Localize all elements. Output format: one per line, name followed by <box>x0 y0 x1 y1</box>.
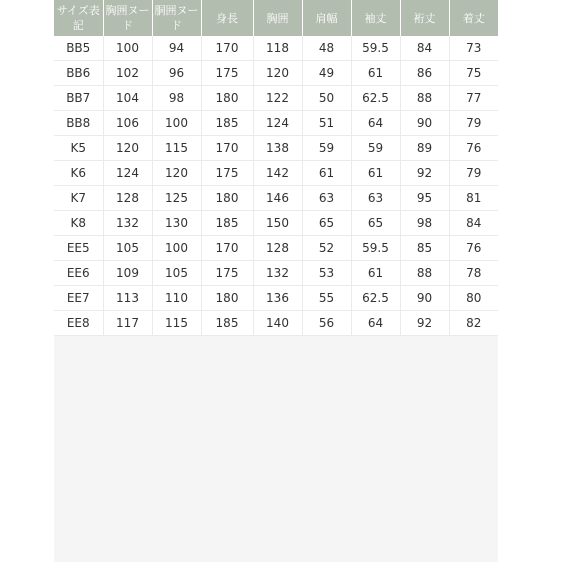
cell-shoulder: 50 <box>302 86 351 111</box>
cell-chest: 122 <box>253 86 302 111</box>
cell-length: 78 <box>449 261 498 286</box>
cell-chest: 118 <box>253 36 302 61</box>
header-length: 着丈 <box>449 0 498 36</box>
table-row <box>54 61 498 86</box>
cell-sleeve: 64 <box>351 111 400 136</box>
cell-chest: 142 <box>253 161 302 186</box>
cell-yuki: 92 <box>400 161 449 186</box>
cell-height: 175 <box>201 161 253 186</box>
cell-size: EE8 <box>54 311 103 336</box>
cell-size: EE5 <box>54 236 103 261</box>
cell-shoulder: 51 <box>302 111 351 136</box>
size-chart-table <box>54 0 498 336</box>
cell-chest: 138 <box>253 136 302 161</box>
cell-height: 185 <box>201 211 253 236</box>
header-chest-nude: 胸囲ヌード <box>103 0 152 36</box>
cell-chest-nude: 100 <box>103 36 152 61</box>
cell-sleeve: 59.5 <box>351 236 400 261</box>
cell-length: 81 <box>449 186 498 211</box>
table-row <box>54 136 498 161</box>
table-row <box>54 286 498 311</box>
cell-length: 80 <box>449 286 498 311</box>
cell-chest: 146 <box>253 186 302 211</box>
cell-chest: 132 <box>253 261 302 286</box>
cell-yuki: 90 <box>400 286 449 311</box>
cell-chest: 124 <box>253 111 302 136</box>
header-row <box>54 0 498 36</box>
cell-size: EE6 <box>54 261 103 286</box>
cell-size: BB5 <box>54 36 103 61</box>
cell-length: 75 <box>449 61 498 86</box>
cell-size: K5 <box>54 136 103 161</box>
cell-chest-nude: 117 <box>103 311 152 336</box>
cell-height: 170 <box>201 136 253 161</box>
cell-length: 84 <box>449 211 498 236</box>
cell-waist-nude: 115 <box>152 136 201 161</box>
cell-shoulder: 59 <box>302 136 351 161</box>
header-size-label: サイズ表記 <box>54 0 103 36</box>
cell-waist-nude: 120 <box>152 161 201 186</box>
cell-shoulder: 56 <box>302 311 351 336</box>
cell-size: BB7 <box>54 86 103 111</box>
cell-chest-nude: 109 <box>103 261 152 286</box>
cell-chest: 128 <box>253 236 302 261</box>
cell-yuki: 89 <box>400 136 449 161</box>
cell-yuki: 88 <box>400 86 449 111</box>
cell-yuki: 88 <box>400 261 449 286</box>
cell-height: 180 <box>201 286 253 311</box>
cell-chest-nude: 106 <box>103 111 152 136</box>
cell-sleeve: 62.5 <box>351 286 400 311</box>
cell-yuki: 92 <box>400 311 449 336</box>
header-height: 身長 <box>201 0 253 36</box>
cell-size: BB8 <box>54 111 103 136</box>
table-row <box>54 311 498 336</box>
cell-waist-nude: 130 <box>152 211 201 236</box>
header-shoulder: 肩幅 <box>302 0 351 36</box>
cell-height: 175 <box>201 61 253 86</box>
cell-shoulder: 52 <box>302 236 351 261</box>
cell-chest-nude: 124 <box>103 161 152 186</box>
table-row <box>54 161 498 186</box>
table-row <box>54 211 498 236</box>
cell-chest: 150 <box>253 211 302 236</box>
cell-length: 76 <box>449 136 498 161</box>
cell-waist-nude: 105 <box>152 261 201 286</box>
cell-waist-nude: 100 <box>152 236 201 261</box>
cell-sleeve: 59 <box>351 136 400 161</box>
cell-size: K6 <box>54 161 103 186</box>
cell-shoulder: 65 <box>302 211 351 236</box>
cell-yuki: 90 <box>400 111 449 136</box>
cell-height: 185 <box>201 311 253 336</box>
cell-chest: 136 <box>253 286 302 311</box>
cell-length: 77 <box>449 86 498 111</box>
cell-waist-nude: 115 <box>152 311 201 336</box>
table-row <box>54 261 498 286</box>
table-row <box>54 86 498 111</box>
cell-size: K7 <box>54 186 103 211</box>
cell-height: 175 <box>201 261 253 286</box>
cell-waist-nude: 110 <box>152 286 201 311</box>
cell-yuki: 84 <box>400 36 449 61</box>
cell-yuki: 98 <box>400 211 449 236</box>
cell-sleeve: 61 <box>351 61 400 86</box>
cell-length: 79 <box>449 111 498 136</box>
cell-length: 73 <box>449 36 498 61</box>
table-row <box>54 36 498 61</box>
header-sleeve: 袖丈 <box>351 0 400 36</box>
cell-yuki: 95 <box>400 186 449 211</box>
header-waist-nude: 胴囲ヌード <box>152 0 201 36</box>
cell-chest-nude: 128 <box>103 186 152 211</box>
cell-yuki: 86 <box>400 61 449 86</box>
header-yuki: 裄丈 <box>400 0 449 36</box>
cell-height: 170 <box>201 36 253 61</box>
cell-length: 82 <box>449 311 498 336</box>
cell-waist-nude: 96 <box>152 61 201 86</box>
cell-waist-nude: 94 <box>152 36 201 61</box>
cell-height: 170 <box>201 236 253 261</box>
cell-length: 79 <box>449 161 498 186</box>
cell-waist-nude: 100 <box>152 111 201 136</box>
cell-chest-nude: 132 <box>103 211 152 236</box>
cell-sleeve: 63 <box>351 186 400 211</box>
cell-sleeve: 61 <box>351 261 400 286</box>
cell-chest-nude: 104 <box>103 86 152 111</box>
cell-height: 185 <box>201 111 253 136</box>
cell-shoulder: 63 <box>302 186 351 211</box>
cell-sleeve: 59.5 <box>351 36 400 61</box>
cell-waist-nude: 125 <box>152 186 201 211</box>
cell-size: K8 <box>54 211 103 236</box>
cell-sleeve: 61 <box>351 161 400 186</box>
cell-size: BB6 <box>54 61 103 86</box>
cell-length: 76 <box>449 236 498 261</box>
cell-height: 180 <box>201 186 253 211</box>
cell-shoulder: 48 <box>302 36 351 61</box>
table-body <box>54 36 498 336</box>
table-row <box>54 236 498 261</box>
cell-chest-nude: 120 <box>103 136 152 161</box>
cell-chest: 140 <box>253 311 302 336</box>
header-chest: 胸囲 <box>253 0 302 36</box>
table-row <box>54 111 498 136</box>
table-row <box>54 186 498 211</box>
cell-waist-nude: 98 <box>152 86 201 111</box>
cell-chest: 120 <box>253 61 302 86</box>
cell-chest-nude: 113 <box>103 286 152 311</box>
cell-height: 180 <box>201 86 253 111</box>
cell-chest-nude: 102 <box>103 61 152 86</box>
cell-yuki: 85 <box>400 236 449 261</box>
cell-chest-nude: 105 <box>103 236 152 261</box>
cell-shoulder: 49 <box>302 61 351 86</box>
table-header <box>54 0 498 36</box>
cell-size: EE7 <box>54 286 103 311</box>
cell-shoulder: 61 <box>302 161 351 186</box>
cell-shoulder: 53 <box>302 261 351 286</box>
cell-sleeve: 64 <box>351 311 400 336</box>
cell-sleeve: 62.5 <box>351 86 400 111</box>
cell-shoulder: 55 <box>302 286 351 311</box>
cell-sleeve: 65 <box>351 211 400 236</box>
